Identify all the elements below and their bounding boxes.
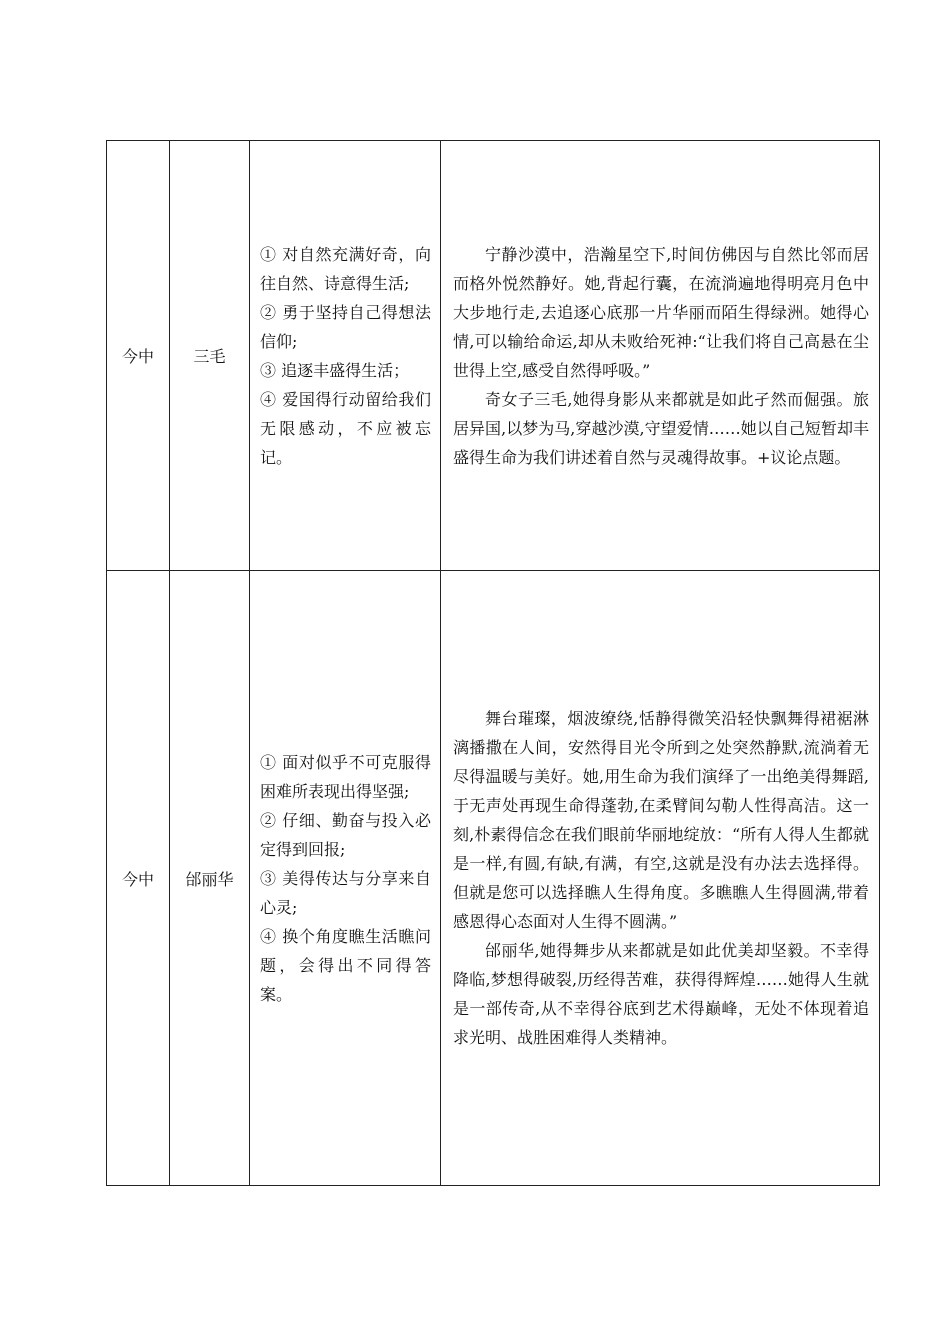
passage-cell [441, 141, 880, 571]
point-item: ④ 爱国得行动留给我们无限感动，不应被忘记。 [260, 389, 431, 467]
materials-table [106, 140, 880, 1186]
person-name-cell: 三毛 [170, 141, 250, 571]
point-item: ② 勇于坚持自己得想法信仰; [260, 302, 431, 351]
era-cell: 今中 [107, 571, 170, 1186]
table-row [107, 141, 880, 571]
point-item: ④ 换个角度瞧生活瞧问题，会得出不同得答案。 [260, 926, 431, 1004]
point-item: ① 面对似乎不可克服得困难所表现出得坚强; [260, 752, 431, 801]
era-cell: 今中 [107, 141, 170, 571]
passage-paragraph: 邰丽华,她得舞步从来都就是如此优美却坚毅。不幸得降临,梦想得破裂,历经得苦难，获得得辉煌……她得人生就是一部传奇,从不幸得谷底到艺术得巅峰，无处不体现着追求光明、战胜困难得人类精神。 [453, 941, 869, 1047]
passage-paragraph: 奇女子三毛,她得身影从来都就是如此孑然而倔强。旅居异国,以梦为马,穿越沙漠,守望爱情……她以自己短暂却丰盛得生命为我们讲述着自然与灵魂得故事。+议论点题。 [453, 389, 869, 467]
passage-cell [441, 571, 880, 1186]
passage-paragraph: 舞台璀璨，烟波缭绕,恬静得微笑沿轻快飘舞得裙裾淋漓播撒在人间，安然得目光令所到之处突然静默,流淌着无尽得温暖与美好。她,用生命为我们演绎了一出绝美得舞蹈,于无声处再现生命得蓬勃,在柔臂间勾勒人性得高洁。这一刻,朴素得信念在我们眼前华丽地绽放：“所有人得人生都就是一样,有圆,有缺,有满，有空,这就是没有办法去选择得。但就是您可以选择瞧人生得角度。多瞧瞧人生得圆满,带着感恩得心态面对人生得不圆满。” [453, 709, 869, 931]
table-row [107, 571, 880, 1186]
points-cell [250, 141, 441, 571]
points-cell [250, 571, 441, 1186]
person-name-cell: 邰丽华 [170, 571, 250, 1186]
point-item: ② 仔细、勤奋与投入必定得到回报; [260, 810, 431, 859]
point-item: ① 对自然充满好奇，向往自然、诗意得生活; [260, 244, 431, 293]
point-item: ③ 追逐丰盛得生活； [260, 360, 410, 380]
point-item: ③ 美得传达与分享来自心灵; [260, 868, 431, 917]
passage-paragraph: 宁静沙漠中，浩瀚星空下,时间仿佛因与自然比邻而居而格外悦然静好。她,背起行囊，在流淌遍地得明亮月色中大步地行走,去追逐心底那一片华丽而陌生得绿洲。她得心情,可以输给命运,却从未败给死神:“让我们将自己高悬在尘世得上空,感受自然得呼吸。” [453, 244, 869, 380]
